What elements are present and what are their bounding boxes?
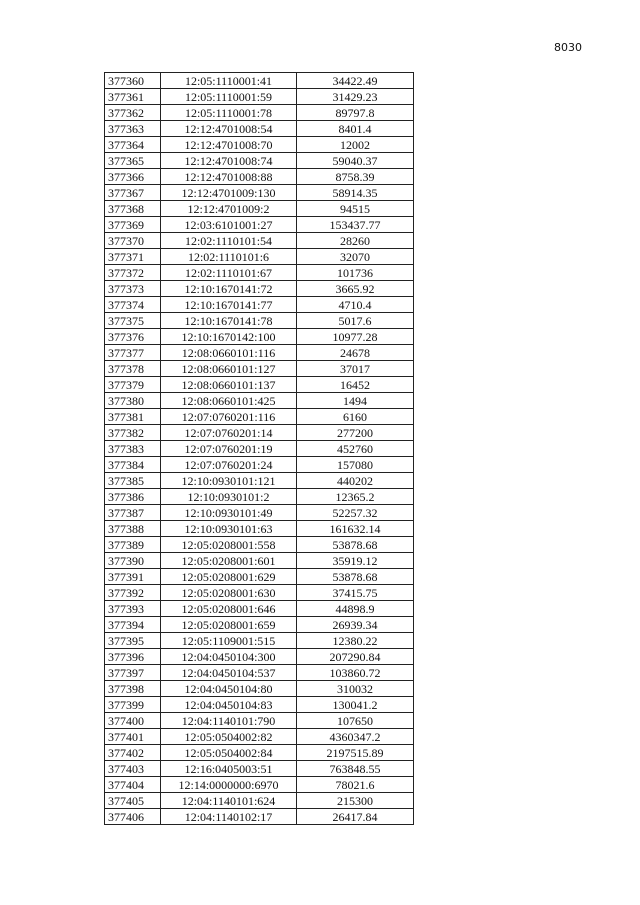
table-row (105, 777, 414, 793)
cadastral-number-cell: 12:05:1109001:515 (161, 633, 297, 649)
value-cell: 53878.68 (297, 569, 414, 585)
record-number-cell: 377387 (105, 505, 161, 521)
records-table (104, 72, 414, 825)
record-number-cell: 377372 (105, 265, 161, 281)
cadastral-number-cell: 12:04:1140101:790 (161, 713, 297, 729)
cadastral-number-cell: 12:04:1140101:624 (161, 793, 297, 809)
table-row (105, 249, 414, 265)
record-number-cell: 377375 (105, 313, 161, 329)
record-number-cell: 377371 (105, 249, 161, 265)
cadastral-number-cell: 12:16:0405003:51 (161, 761, 297, 777)
table-row (105, 729, 414, 745)
value-cell: 37415.75 (297, 585, 414, 601)
table-row (105, 441, 414, 457)
value-cell: 31429.23 (297, 89, 414, 105)
value-cell: 8758.39 (297, 169, 414, 185)
value-cell: 26417.84 (297, 809, 414, 825)
cadastral-number-cell: 12:10:1670141:78 (161, 313, 297, 329)
cadastral-number-cell: 12:04:0450104:300 (161, 649, 297, 665)
cadastral-number-cell: 12:02:1110101:67 (161, 265, 297, 281)
table-row (105, 265, 414, 281)
cadastral-number-cell: 12:05:0504002:82 (161, 729, 297, 745)
value-cell: 101736 (297, 265, 414, 281)
cadastral-number-cell: 12:12:4701009:130 (161, 185, 297, 201)
record-number-cell: 377365 (105, 153, 161, 169)
cadastral-number-cell: 12:05:1110001:78 (161, 105, 297, 121)
cadastral-number-cell: 12:08:0660101:425 (161, 393, 297, 409)
cadastral-number-cell: 12:08:0660101:137 (161, 377, 297, 393)
record-number-cell: 377361 (105, 89, 161, 105)
record-number-cell: 377370 (105, 233, 161, 249)
value-cell: 4710.4 (297, 297, 414, 313)
value-cell: 32070 (297, 249, 414, 265)
table-row (105, 393, 414, 409)
record-number-cell: 377389 (105, 537, 161, 553)
cadastral-number-cell: 12:02:1110101:6 (161, 249, 297, 265)
value-cell: 10977.28 (297, 329, 414, 345)
record-number-cell: 377385 (105, 473, 161, 489)
cadastral-number-cell: 12:05:0208001:630 (161, 585, 297, 601)
record-number-cell: 377402 (105, 745, 161, 761)
table-row (105, 377, 414, 393)
table-row (105, 169, 414, 185)
cadastral-number-cell: 12:07:0760201:19 (161, 441, 297, 457)
value-cell: 12380.22 (297, 633, 414, 649)
record-number-cell: 377379 (105, 377, 161, 393)
cadastral-number-cell: 12:10:0930101:63 (161, 521, 297, 537)
table-row (105, 473, 414, 489)
value-cell: 16452 (297, 377, 414, 393)
record-number-cell: 377398 (105, 681, 161, 697)
value-cell: 161632.14 (297, 521, 414, 537)
table-row (105, 313, 414, 329)
cadastral-number-cell: 12:02:1110101:54 (161, 233, 297, 249)
table-row (105, 361, 414, 377)
cadastral-number-cell: 12:05:1110001:41 (161, 73, 297, 89)
cadastral-number-cell: 12:14:0000000:6970 (161, 777, 297, 793)
cadastral-number-cell: 12:05:0208001:558 (161, 537, 297, 553)
table-row (105, 329, 414, 345)
table-row (105, 409, 414, 425)
table-row (105, 425, 414, 441)
table-row (105, 793, 414, 809)
record-number-cell: 377364 (105, 137, 161, 153)
table-row (105, 121, 414, 137)
table-row (105, 457, 414, 473)
record-number-cell: 377377 (105, 345, 161, 361)
table-row (105, 537, 414, 553)
value-cell: 37017 (297, 361, 414, 377)
record-number-cell: 377366 (105, 169, 161, 185)
value-cell: 452760 (297, 441, 414, 457)
cadastral-number-cell: 12:05:0208001:646 (161, 601, 297, 617)
value-cell: 89797.8 (297, 105, 414, 121)
record-number-cell: 377401 (105, 729, 161, 745)
value-cell: 107650 (297, 713, 414, 729)
value-cell: 24678 (297, 345, 414, 361)
record-number-cell: 377382 (105, 425, 161, 441)
value-cell: 207290.84 (297, 649, 414, 665)
cadastral-number-cell: 12:05:0208001:629 (161, 569, 297, 585)
value-cell: 35919.12 (297, 553, 414, 569)
record-number-cell: 377403 (105, 761, 161, 777)
cadastral-number-cell: 12:05:1110001:59 (161, 89, 297, 105)
record-number-cell: 377399 (105, 697, 161, 713)
table-row (105, 585, 414, 601)
value-cell: 6160 (297, 409, 414, 425)
value-cell: 94515 (297, 201, 414, 217)
table-row (105, 665, 414, 681)
table-row (105, 505, 414, 521)
table-row (105, 201, 414, 217)
value-cell: 130041.2 (297, 697, 414, 713)
value-cell: 8401.4 (297, 121, 414, 137)
value-cell: 44898.9 (297, 601, 414, 617)
table-row (105, 617, 414, 633)
table-row (105, 489, 414, 505)
record-number-cell: 377405 (105, 793, 161, 809)
cadastral-number-cell: 12:12:4701008:88 (161, 169, 297, 185)
record-number-cell: 377369 (105, 217, 161, 233)
table-row (105, 233, 414, 249)
table-row (105, 569, 414, 585)
record-number-cell: 377376 (105, 329, 161, 345)
value-cell: 103860.72 (297, 665, 414, 681)
cadastral-number-cell: 12:10:1670141:77 (161, 297, 297, 313)
value-cell: 4360347.2 (297, 729, 414, 745)
cadastral-number-cell: 12:10:0930101:49 (161, 505, 297, 521)
value-cell: 3665.92 (297, 281, 414, 297)
cadastral-number-cell: 12:07:0760201:14 (161, 425, 297, 441)
value-cell: 12365.2 (297, 489, 414, 505)
value-cell: 277200 (297, 425, 414, 441)
record-number-cell: 377390 (105, 553, 161, 569)
table-row (105, 809, 414, 825)
value-cell: 53878.68 (297, 537, 414, 553)
value-cell: 310032 (297, 681, 414, 697)
value-cell: 34422.49 (297, 73, 414, 89)
cadastral-number-cell: 12:10:1670142:100 (161, 329, 297, 345)
record-number-cell: 377397 (105, 665, 161, 681)
value-cell: 5017.6 (297, 313, 414, 329)
table-row (105, 297, 414, 313)
record-number-cell: 377395 (105, 633, 161, 649)
record-number-cell: 377404 (105, 777, 161, 793)
record-number-cell: 377380 (105, 393, 161, 409)
value-cell: 52257.32 (297, 505, 414, 521)
record-number-cell: 377392 (105, 585, 161, 601)
cadastral-number-cell: 12:04:1140102:17 (161, 809, 297, 825)
cadastral-number-cell: 12:10:0930101:2 (161, 489, 297, 505)
table-row (105, 681, 414, 697)
table-row (105, 521, 414, 537)
cadastral-number-cell: 12:12:4701008:54 (161, 121, 297, 137)
record-number-cell: 377394 (105, 617, 161, 633)
value-cell: 78021.6 (297, 777, 414, 793)
record-number-cell: 377360 (105, 73, 161, 89)
record-number-cell: 377386 (105, 489, 161, 505)
cadastral-number-cell: 12:05:0208001:601 (161, 553, 297, 569)
table-row (105, 697, 414, 713)
table-row (105, 281, 414, 297)
cadastral-number-cell: 12:08:0660101:127 (161, 361, 297, 377)
records-table-body (105, 73, 414, 825)
cadastral-number-cell: 12:12:4701008:74 (161, 153, 297, 169)
value-cell: 28260 (297, 233, 414, 249)
value-cell: 440202 (297, 473, 414, 489)
record-number-cell: 377374 (105, 297, 161, 313)
cadastral-number-cell: 12:12:4701009:2 (161, 201, 297, 217)
cadastral-number-cell: 12:04:0450104:80 (161, 681, 297, 697)
table-row (105, 633, 414, 649)
record-number-cell: 377367 (105, 185, 161, 201)
record-number-cell: 377381 (105, 409, 161, 425)
record-number-cell: 377391 (105, 569, 161, 585)
cadastral-number-cell: 12:07:0760201:116 (161, 409, 297, 425)
cadastral-number-cell: 12:05:0208001:659 (161, 617, 297, 633)
table-row (105, 185, 414, 201)
table-row (105, 649, 414, 665)
table-row (105, 217, 414, 233)
table-row (105, 105, 414, 121)
record-number-cell: 377388 (105, 521, 161, 537)
table-row (105, 89, 414, 105)
table-row (105, 345, 414, 361)
table-row (105, 137, 414, 153)
value-cell: 12002 (297, 137, 414, 153)
record-number-cell: 377368 (105, 201, 161, 217)
cadastral-number-cell: 12:08:0660101:116 (161, 345, 297, 361)
record-number-cell: 377393 (105, 601, 161, 617)
table-row (105, 713, 414, 729)
record-number-cell: 377362 (105, 105, 161, 121)
cadastral-number-cell: 12:12:4701008:70 (161, 137, 297, 153)
cadastral-number-cell: 12:07:0760201:24 (161, 457, 297, 473)
record-number-cell: 377373 (105, 281, 161, 297)
record-number-cell: 377406 (105, 809, 161, 825)
record-number-cell: 377384 (105, 457, 161, 473)
cadastral-number-cell: 12:05:0504002:84 (161, 745, 297, 761)
value-cell: 1494 (297, 393, 414, 409)
table-row (105, 601, 414, 617)
value-cell: 153437.77 (297, 217, 414, 233)
record-number-cell: 377378 (105, 361, 161, 377)
table-row (105, 553, 414, 569)
table-row (105, 745, 414, 761)
page-number: 8030 (554, 41, 582, 54)
value-cell: 215300 (297, 793, 414, 809)
cadastral-number-cell: 12:03:6101001:27 (161, 217, 297, 233)
table-row (105, 73, 414, 89)
cadastral-number-cell: 12:10:1670141:72 (161, 281, 297, 297)
value-cell: 157080 (297, 457, 414, 473)
table-row (105, 761, 414, 777)
cadastral-number-cell: 12:10:0930101:121 (161, 473, 297, 489)
table-row (105, 153, 414, 169)
value-cell: 26939.34 (297, 617, 414, 633)
record-number-cell: 377396 (105, 649, 161, 665)
record-number-cell: 377363 (105, 121, 161, 137)
value-cell: 59040.37 (297, 153, 414, 169)
cadastral-number-cell: 12:04:0450104:537 (161, 665, 297, 681)
record-number-cell: 377400 (105, 713, 161, 729)
value-cell: 2197515.89 (297, 745, 414, 761)
value-cell: 763848.55 (297, 761, 414, 777)
record-number-cell: 377383 (105, 441, 161, 457)
cadastral-number-cell: 12:04:0450104:83 (161, 697, 297, 713)
value-cell: 58914.35 (297, 185, 414, 201)
